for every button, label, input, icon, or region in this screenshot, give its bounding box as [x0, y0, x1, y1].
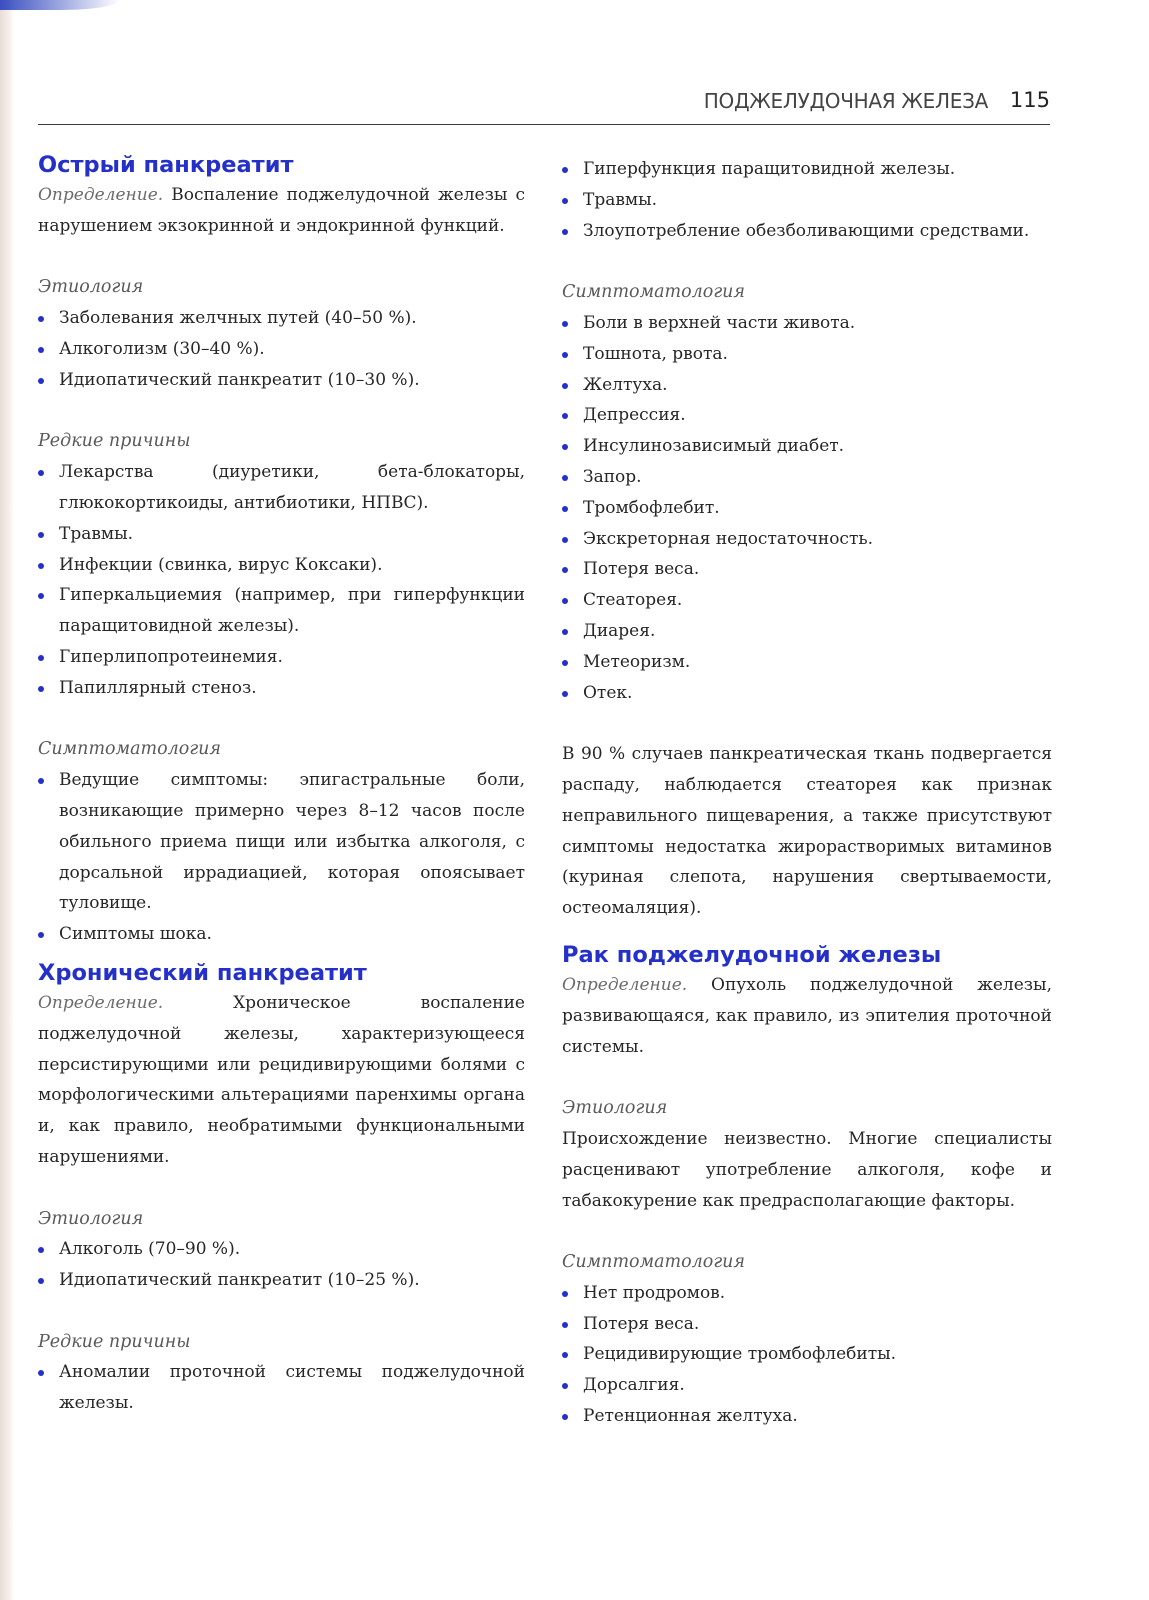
list-item: Потеря веса.	[562, 554, 1052, 585]
list-item: Травмы.	[562, 185, 1052, 216]
list-item: Аномалии проточной системы поджелудочной железы.	[38, 1357, 525, 1419]
list-item: Стеаторея.	[562, 585, 1052, 616]
chronic-symptoms-heading: Симптоматология	[562, 282, 746, 303]
list-item: Запор.	[562, 462, 1052, 493]
book-spine-shadow	[0, 0, 14, 1600]
cancer-etiology-heading: Этиология	[562, 1098, 668, 1119]
list-item: Дорсалгия.	[562, 1370, 1052, 1401]
bullet-icon	[562, 352, 568, 358]
bullet-icon	[38, 563, 44, 569]
bullet-icon	[562, 537, 568, 543]
definition-label: Определение.	[38, 185, 164, 205]
chronic-rare-list-part1	[38, 1357, 525, 1419]
list-item: Инсулинозависимый диабет.	[562, 431, 1052, 462]
corner-accent	[0, 0, 120, 10]
bullet-icon	[38, 347, 44, 353]
list-item: Тромбофлебит.	[562, 493, 1052, 524]
list-item: Метеоризм.	[562, 647, 1052, 678]
section-title-acute: Острый панкреатит	[38, 152, 294, 178]
definition-label: Определение.	[38, 992, 164, 1013]
bullet-icon	[562, 567, 568, 573]
definition-text: Воспаление поджелудочной железы с нарушением экзокринной и эндокринной функций.	[38, 185, 525, 236]
bullet-icon	[562, 691, 568, 697]
bullet-icon	[38, 1247, 44, 1253]
cancer-symptoms-heading: Симптоматология	[562, 1252, 746, 1273]
bullet-icon	[562, 1291, 568, 1297]
bullet-icon	[562, 475, 568, 481]
cancer-definition	[562, 970, 1052, 1062]
acute-symptoms-heading: Симптоматология	[38, 739, 222, 760]
bullet-icon	[562, 660, 568, 666]
list-item: Идиопатический панкреатит (10–30 %).	[38, 365, 525, 396]
chronic-definition	[38, 988, 525, 1173]
list-item: Злоупотребление обезболивающими средствами.	[562, 216, 1052, 247]
cancer-etiology-text: Происхождение неизвестно. Многие специалисты расценивают употребление алкоголя, кофе и табакокурение как предрасполагающие факторы.	[562, 1128, 1052, 1211]
list-item: Алкоголь (70–90 %).	[38, 1234, 525, 1265]
list-item: Лекарства (диуретики, бета-блокаторы, глюкокортикоиды, антибиотики, НПВС).	[38, 457, 525, 519]
bullet-icon	[38, 686, 44, 692]
bullet-icon	[562, 1414, 568, 1420]
bullet-icon	[38, 532, 44, 538]
list-item: Инфекции (свинка, вирус Коксаки).	[38, 550, 525, 581]
chronic-rare-heading: Редкие причины	[38, 1331, 191, 1352]
section-title-chronic: Хронический панкреатит	[38, 959, 367, 986]
list-item: Гиперлипопротеинемия.	[38, 642, 525, 673]
list-item: Экскреторная недостаточность.	[562, 524, 1052, 555]
bullet-icon	[38, 316, 44, 322]
bullet-icon	[562, 413, 568, 419]
bullet-icon	[38, 778, 44, 784]
definition-text: Опухоль поджелудочной железы, развивающаяся, как правило, из эпителия проточной системы.	[562, 974, 1052, 1057]
list-item: Желтуха.	[562, 370, 1052, 401]
list-item: Ретенционная желтуха.	[562, 1401, 1052, 1432]
section-title-cancer: Рак поджелудочной железы	[562, 941, 942, 968]
bullet-icon	[562, 1322, 568, 1328]
list-item: Ведущие симптомы: эпигастральные боли, возникающие примерно через 8–12 часов после обильного приема пищи или избытка алкоголя, с дорсальной иррадиацией, которая опоясывает туловище.	[38, 765, 525, 919]
acute-etiology-heading: Этиология	[38, 277, 144, 298]
bullet-icon	[562, 506, 568, 512]
list-item: Рецидивирующие тромбофлебиты.	[562, 1339, 1052, 1370]
bullet-icon	[38, 655, 44, 661]
page-header	[38, 84, 1050, 125]
bullet-icon	[38, 593, 44, 599]
page-number: 115	[1009, 88, 1050, 112]
bullet-icon	[38, 932, 44, 938]
list-item: Депрессия.	[562, 400, 1052, 431]
list-item: Гиперфункция паращитовидной железы.	[562, 154, 1052, 185]
list-item: Гиперкальциемия (например, при гиперфункции паращитовидной железы).	[38, 580, 525, 642]
chronic-etiology-heading: Этиология	[38, 1208, 144, 1229]
acute-etiology-list	[38, 303, 525, 395]
bullet-icon	[562, 167, 568, 173]
definition-text: Хроническое воспаление поджелудочной железы, характеризующееся персистирующими или рецидивирующими болями с морфологическими альтерациями паренхимы органа и, как правило, необратимыми функциональными нарушениями.	[38, 992, 525, 1167]
acute-symptoms-list	[38, 765, 525, 950]
left-column	[38, 150, 525, 1419]
chronic-symptoms-list	[562, 308, 1052, 708]
bullet-icon	[38, 1370, 44, 1376]
running-title: ПОДЖЕЛУДОЧНАЯ ЖЕЛЕЗА	[703, 89, 988, 113]
acute-rare-heading: Редкие причины	[38, 431, 191, 452]
bullet-icon	[562, 629, 568, 635]
list-item: Заболевания желчных путей (40–50 %).	[38, 303, 525, 334]
bullet-icon	[562, 229, 568, 235]
bullet-icon	[562, 1352, 568, 1358]
list-item: Отек.	[562, 678, 1052, 709]
bullet-icon	[562, 444, 568, 450]
acute-rare-list	[38, 457, 525, 703]
list-item: Папиллярный стеноз.	[38, 673, 525, 704]
bullet-icon	[38, 378, 44, 384]
bullet-icon	[562, 383, 568, 389]
list-item: Нет продромов.	[562, 1278, 1052, 1309]
chronic-etiology-list	[38, 1234, 525, 1296]
bullet-icon	[562, 1383, 568, 1389]
bullet-icon	[562, 321, 568, 327]
bullet-icon	[38, 470, 44, 476]
list-item: Травмы.	[38, 519, 525, 550]
chronic-summary-paragraph: В 90 % случаев панкреатическая ткань подвергается распаду, наблюдается стеаторея как признак неправильного пищеварения, а также присутствуют симптомы недостатка жирорастворимых витаминов (куриная слепота, нарушения свертываемости, остеомаляция).	[562, 744, 1052, 919]
acute-definition	[38, 180, 525, 242]
list-item: Симптомы шока.	[38, 919, 525, 950]
list-item: Боли в верхней части живота.	[562, 308, 1052, 339]
list-item: Алкоголизм (30–40 %).	[38, 334, 525, 365]
bullet-icon	[562, 598, 568, 604]
list-item: Потеря веса.	[562, 1309, 1052, 1340]
list-item: Тошнота, рвота.	[562, 339, 1052, 370]
right-column	[562, 154, 1052, 1432]
list-item: Диарея.	[562, 616, 1052, 647]
bullet-icon	[38, 1278, 44, 1284]
bullet-icon	[562, 198, 568, 204]
chronic-rare-list-part2	[562, 154, 1052, 246]
list-item: Идиопатический панкреатит (10–25 %).	[38, 1265, 525, 1296]
definition-label: Определение.	[562, 974, 688, 995]
cancer-symptoms-list	[562, 1278, 1052, 1432]
